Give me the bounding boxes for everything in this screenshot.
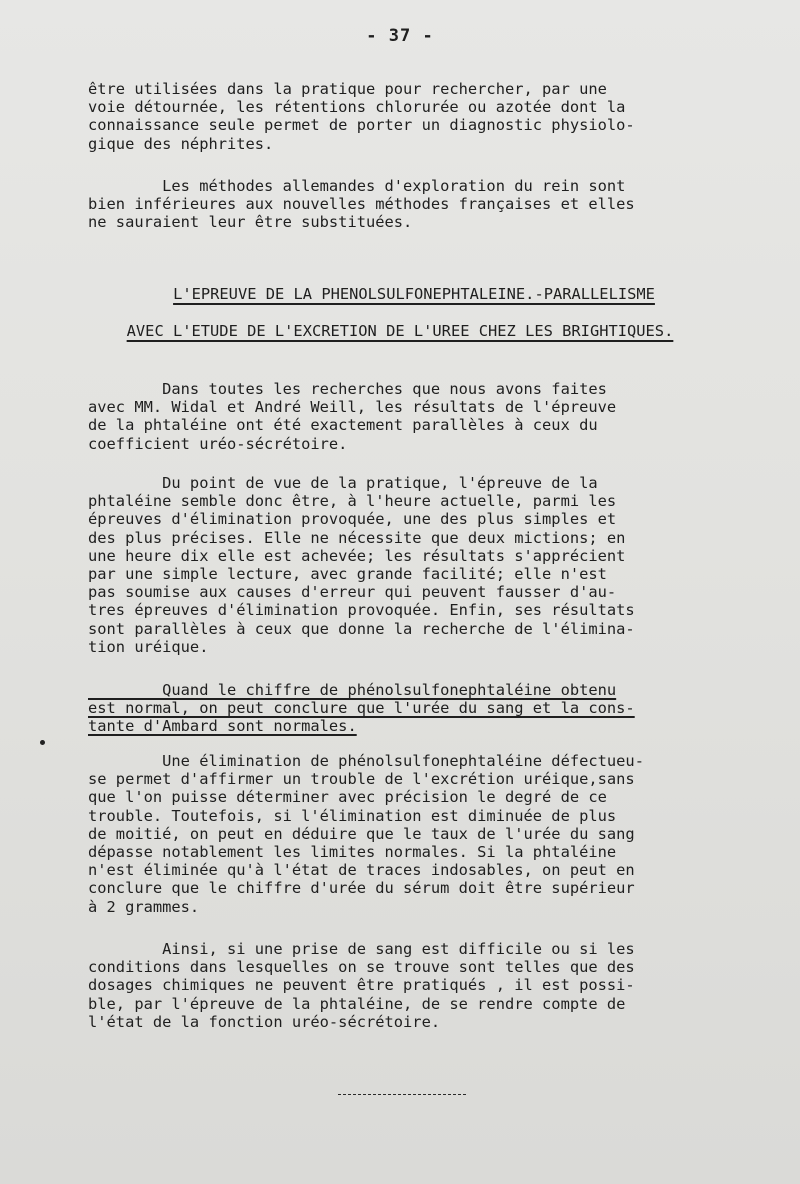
section-heading-line2-text: AVEC L'ETUDE DE L'EXCRETION DE L'UREE CHEZ LES BRIGHTIQUES. [126,322,674,340]
section-heading-line1 [0,285,800,303]
section-heading-line1-text: L'EPREUVE DE LA PHENOLSULFONEPHTALEINE.-PARALLELISME [173,285,655,303]
paragraph-german-methods: Les méthodes allemandes d'exploration du rein sont bien inférieures aux nouvelles méthodes françaises et elles ne sauraient leur être substituées. [88,177,635,232]
paragraph-research-results: Dans toutes les recherches que nous avons faites avec MM. Widal et André Weill, les résultats de l'épreuve de la phtaléine ont été exactement parallèles à ceux du coefficient uréo-sécrétoire. [88,380,617,453]
section-heading-line2 [0,322,800,340]
closing-separator [338,1094,466,1095]
page-number: - 37 - [366,26,434,46]
margin-dot [40,740,45,745]
paragraph-conclusion: Ainsi, si une prise de sang est difficile ou si les conditions dans lesquelles on se trouve sont telles que des dosages chimiques ne peuvent être pratiqués , il est possi- ble, par l'épreuve de la phtaléine, de se rendre compte de l'état de la fonction uréo-sécrétoire. [88,940,635,1031]
paragraph-defective-elimination: Une élimination de phénolsulfonephtaléine défectueu- se permet d'affirmer un trouble de l'excrétion uréique,sans que l'on puisse déterminer avec précision le degré de ce trouble. Toutefois, si l'élimination est diminuée de plus de moitié, on peut en déduire que le taux de l'urée du sang dépasse notablement les limites normales. Si la phtaléine n'est éliminée qu'à l'état de traces indosables, on peut en conclure que le chiffre d'urée du sérum doit être supérieur à 2 grammes. [88,752,644,916]
paragraph-normal-conclusion: Quand le chiffre de phénolsulfonephtaléine obtenu est normal, on peut conclure que l'urée du sang et la cons- tante d'Ambard sont normales. [88,681,635,736]
paragraph-intro: être utilisées dans la pratique pour rechercher, par une voie détournée, les rétentions chlorurée ou azotée dont la connaissance seule permet de porter un diagnostic physiolo- gique des néphrites. [88,80,635,153]
paragraph-practical-view: Du point de vue de la pratique, l'épreuve de la phtaléine semble donc être, à l'heure actuelle, parmi les épreuves d'élimination provoquée, une des plus simples et des plus précises. Elle ne nécessite que deux mictions; en une heure dix elle est achevée; les résultats s'apprécient par une simple lecture, avec grande facilité; elle n'est pas soumise aux causes d'erreur qui peuvent fausser d'au- tres épreuves d'élimination provoquée. Enfin, ses résultats sont parallèles à ceux que donne la recherche de l'élimina- tion uréique. [88,474,635,656]
